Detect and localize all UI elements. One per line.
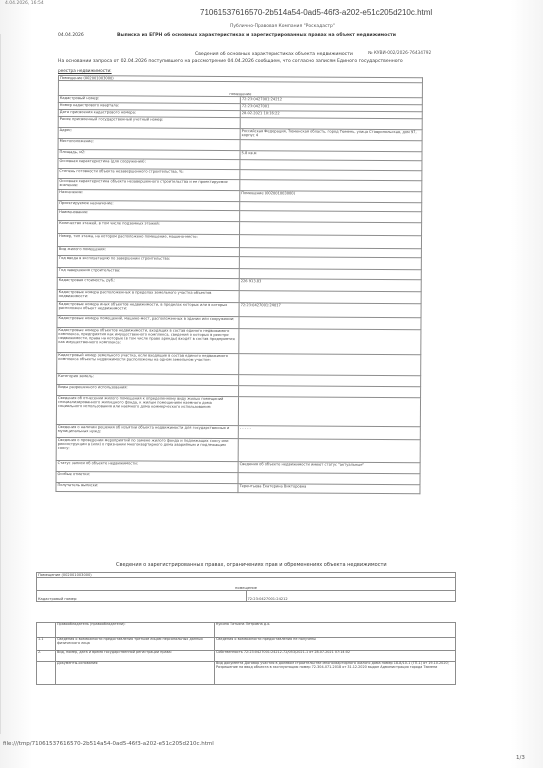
characteristic-value	[238, 397, 420, 427]
rights-cad-value: 72:23:0427001:24212	[246, 591, 456, 602]
characteristic-label: Дата присвоения кадастрового номера:	[58, 110, 240, 118]
characteristic-label: Кадастровый номер земельного участка, если входящие в состав единого недвижимого комплекса объекты недвижимости расположены на одном земельном участке:	[57, 352, 239, 374]
characteristic-value	[239, 329, 421, 355]
characteristic-label: Назначение:	[58, 190, 240, 202]
rights-header-table	[36, 572, 456, 602]
characteristic-value: Помещение (002001003000)	[240, 191, 422, 203]
file-id: 71061537616570-2b514a54-0ad5-46f3-a202-e51c205d210c.html	[200, 8, 433, 17]
characteristic-label: Год завершения строительства:	[57, 267, 239, 278]
characteristic-label: Вид жилого помещения:	[57, 246, 239, 256]
characteristic-label: Наименование:	[58, 210, 240, 222]
characteristic-value: 5.8 кв.м	[240, 151, 422, 161]
object-type-value: помещение	[58, 81, 422, 98]
characteristic-label: Количество этажей, в том числе подземных этажей:	[58, 221, 240, 235]
rights-row-label: Сведения о возможности предоставления третьим лицам персональных данных физического лица	[56, 638, 215, 651]
characteristic-label: Особые отметки:	[56, 471, 238, 483]
characteristic-label: Год ввода в эксплуатацию по завершении строительства:	[57, 255, 239, 268]
basis-text: На основании запроса от 02.04.2026 поступившего на рассмотрение 04.04.2026 сообщаем, что согласно записям Единого государственного	[58, 59, 403, 64]
characteristic-value: 72:23:0427001:24212	[240, 97, 422, 105]
register-label: реестра недвижимости:	[58, 68, 112, 73]
characteristic-label: Сведения об отнесении жилого помещения к определенному виду жилых помещений специализированного жилищного фонда, к жилым помещениям наемного дома социального использования или наемного дома коммерческого использования:	[56, 395, 238, 425]
company-name: Публично-Правовая Компания "Роскадастр"	[230, 24, 335, 29]
characteristic-label: Основная характеристика (для сооружения):	[58, 159, 240, 170]
rights-row	[37, 623, 456, 638]
characteristics-table	[55, 75, 423, 494]
characteristic-row	[57, 327, 421, 354]
footer-page-number: 1/3	[516, 755, 525, 761]
characteristic-value: 72:23:0427001:24017	[239, 303, 421, 318]
document-title: Выписка из ЕГРН об основных характеристиках и зарегистрированных правах на объект недвижимости	[117, 33, 396, 38]
characteristic-label: Сведения о наличии решения об изъятии объекта недвижимости для государственных и муниципальных нужд:	[56, 424, 238, 438]
characteristic-value	[239, 291, 421, 304]
rights-row-value: Вид документа Договор участия в долевом строительстве многоквартирного жилого дома номер 18-8/10-1 (ГП-1) от 19.10.2020; Разрешение на ввод объекта в эксплуатацию номер 72-304-071-2018 от 31.12.2020 выдан Администрация города Тюмени	[215, 662, 456, 685]
characteristic-row	[56, 482, 420, 493]
characteristic-label: Местоположение:	[58, 139, 240, 151]
characteristic-label: Номер, тип этажа, на котором расположено помещение, машино-место:	[57, 234, 239, 248]
scan-edge	[0, 34, 5, 734]
footer-file-path: file:///tmp/71061537616570-2b514a54-0ad5-46f3-a202-e51c205d210c.html	[3, 741, 214, 747]
rights-row-value: Сведения о возможности предоставления не получены	[215, 638, 456, 651]
characteristic-label: Кадастровая стоимость, руб.:	[57, 277, 239, 290]
characteristic-label: Кадастровые номера помещений, машино-мест, расположенных в здании или сооружении:	[57, 315, 239, 328]
characteristic-label: Кадастровые номера иных объектов недвижимости, в пределах которых или в которых расположен объект недвижимости:	[57, 301, 239, 316]
characteristic-value	[239, 257, 421, 270]
characteristic-label: Кадастровые номера объектов недвижимости, входящих в состав единого недвижимого комплекса, предприятия как имущественного комплекса, сведения о которых в реестре недвижимости, права на которые (в том числе право аренды) входят в состав предприятия как имущественного комплекса:	[57, 327, 239, 353]
characteristic-label: Основная характеристика объекта незавершенного строительства и ее проектируемое значение:	[58, 179, 240, 191]
characteristic-value	[238, 439, 420, 463]
characteristic-label: Кадастровый номер:	[58, 96, 240, 104]
characteristic-label: Сведения о проведении мероприятий по замене жилого фонда и подлежащих сносу или реконструкции в (или) о признании многоквартирного дома аварийным и подлежащим сносу:	[56, 437, 238, 461]
rights-row-label: Документы-основания:	[56, 662, 215, 685]
characteristic-value	[239, 235, 421, 249]
characteristic-value: 28.02.2021 10:16:22	[240, 111, 422, 119]
section2-title: Сведения о зарегистрированных правах, ограничениях прав и обременениях объекта недвижимости	[116, 562, 387, 568]
rights-object-type-value: помещение	[37, 578, 456, 591]
rights-cad-label: Кадастровый номер:	[37, 591, 247, 602]
characteristic-label: Адрес:	[58, 128, 240, 140]
rights-row-label: Вид, номер, дата и время государственной регистрации права:	[56, 651, 215, 662]
characteristic-label: Кадастровые номера расположенных в пределах земельного участка объектов недвижимости:	[57, 289, 239, 302]
characteristic-value	[239, 354, 421, 376]
characteristic-value: 226 913.83	[239, 279, 421, 292]
rights-row-number: 2.	[37, 651, 56, 662]
rights-row-value: Кукина Татьяна Петровна д.о.	[215, 623, 456, 638]
characteristic-value: Сведения об объекте недвижимости имеют статус "актуальные"	[238, 462, 420, 474]
characteristic-row	[56, 437, 420, 462]
characteristic-label: Категория земель:	[57, 373, 239, 385]
object-type-header: Помещение (002001003000)	[58, 76, 422, 83]
characteristic-label: Ранее присвоенный государственный учетный номер:	[58, 117, 240, 129]
rights-object-type-header: Помещение (002001003000)	[37, 573, 456, 578]
characteristic-value: Российская Федерация, Тюменская область, город Тюмень, улица Ставропольская, дом 97, корпус 4	[240, 129, 422, 141]
characteristic-label: Получатель выписки:	[56, 482, 238, 492]
rights-row	[37, 638, 456, 651]
characteristic-label: Степень готовности объекта незавершенного строительства, %:	[58, 169, 240, 180]
characteristic-label: Виды разрешенного использования:	[57, 384, 239, 396]
characteristic-value: - - - - -	[238, 426, 420, 440]
characteristic-label: Площадь, м2:	[58, 150, 240, 160]
extract-date: 04.04.2026	[58, 33, 84, 38]
characteristic-label: Номер кадастрового квартала:	[58, 103, 240, 111]
characteristic-value: 72:23:0427001	[240, 104, 422, 112]
characteristic-label: Статус записи об объекте недвижимости:	[56, 460, 238, 472]
rights-row-number	[37, 623, 56, 638]
characteristic-value	[239, 317, 421, 330]
characteristic-label: Проектируемое назначение:	[58, 201, 240, 211]
rights-row-number: 1.1	[37, 638, 56, 651]
characteristic-row	[57, 352, 421, 375]
kuvi-number: № КУВИ-002/2026-76434792	[368, 51, 432, 56]
browser-header-date: 4.04.2026, 16:54	[5, 1, 44, 6]
characteristic-value: Терентьева Екатерина Викторовна	[238, 484, 420, 494]
characteristic-row	[56, 395, 420, 426]
rights-row-label: Правообладатель (правообладатели):	[56, 623, 215, 638]
rights-row-value: Собственность 72:23:0427001:24212-72/053/2021-1 от 28.07.2021 07:14:02	[215, 651, 456, 662]
characteristic-value	[240, 222, 422, 236]
rights-row-number	[37, 662, 56, 685]
rights-row	[37, 662, 456, 685]
rights-table	[36, 622, 456, 685]
rights-row	[37, 651, 456, 662]
section1-title: Сведения об основных характеристиках объекта недвижимости	[195, 52, 353, 57]
